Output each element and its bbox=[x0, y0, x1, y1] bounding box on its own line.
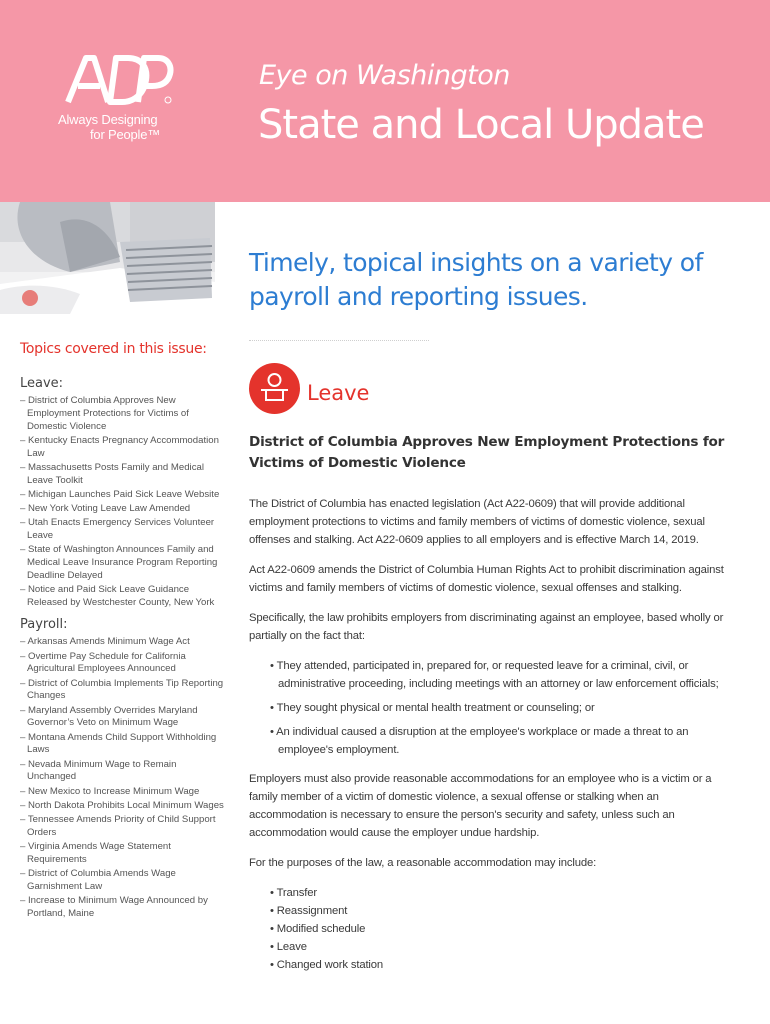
topic-item: – Utah Enacts Emergency Services Volunteer Leave bbox=[20, 517, 215, 541]
list-item: • Modified schedule bbox=[270, 923, 366, 935]
office-photo-image bbox=[0, 202, 215, 314]
logo-tagline-line2: for People™ bbox=[90, 127, 161, 142]
list-item: • Changed work station bbox=[270, 959, 384, 971]
topic-item: – Maryland Assembly Overrides Maryland Governor’s Veto on Minimum Wage bbox=[20, 704, 198, 729]
topic-item: – New York Voting Leave Law Amended bbox=[20, 502, 191, 514]
list-item: • Transfer bbox=[270, 887, 318, 899]
topic-item: – New Mexico to Increase Minimum Wage bbox=[20, 785, 200, 797]
article-paragraph: The District of Columbia has enacted legislation (Act A22-0609) that will provide additional employment protections to victims and family members of victims of domestic violence, sexual offenses and stalking. Act A22-0609 applies to all employers and is effective March 14, 2019. bbox=[249, 498, 705, 546]
topics-list bbox=[20, 636, 225, 920]
topics-list bbox=[20, 395, 225, 609]
topic-item: – Tennessee Amends Priority of Child Support Orders bbox=[20, 813, 216, 838]
logo-tagline bbox=[56, 112, 186, 142]
list-item: • They attended, participated in, prepared for, or requested leave for a criminal, civil, or administrative proceeding, including meetings with an attorney or law enforcement officials; bbox=[270, 660, 719, 690]
article-title: District of Columbia Approves New Employment Protections for Victims of Domestic Violence bbox=[249, 434, 725, 471]
adp-logo-mark bbox=[64, 52, 174, 106]
logo-tagline-line1: Always Designing bbox=[58, 112, 158, 127]
topic-item: – North Dakota Prohibits Local Minimum Wages bbox=[20, 799, 224, 811]
topic-item: – Kentucky Enacts Pregnancy Accommodation Law bbox=[20, 434, 219, 459]
topics-section-payroll bbox=[20, 617, 225, 920]
article bbox=[249, 432, 739, 985]
topic-item: – Increase to Minimum Wage Announced by Portland, Maine bbox=[20, 894, 208, 919]
list-item: • Reassignment bbox=[270, 905, 348, 917]
article-paragraph: Employers must also provide reasonable accommodations for an employee who is a victim or a family member of a victim of domestic violence, a sexual offense or stalking when an accommodation is necessary to ensure the person's security and safety, unless such an accommodation would cause the employer undue hardship. bbox=[249, 773, 712, 839]
list-item: • An individual caused a disruption at the employee's workplace or made a threat to an employee's employment. bbox=[270, 726, 689, 756]
section-label: Leave bbox=[307, 381, 370, 405]
list-item: • Leave bbox=[270, 941, 307, 953]
topic-item: – Montana Amends Child Support Withholding Laws bbox=[20, 731, 217, 756]
page-subtitle: Timely, topical insights on a variety of payroll and reporting issues. bbox=[249, 248, 703, 311]
divider bbox=[249, 340, 429, 341]
page-title: State and Local Update bbox=[258, 102, 704, 148]
topics-section-leave bbox=[20, 376, 225, 609]
article-paragraph: Act A22-0609 amends the District of Columbia Human Rights Act to prohibit discrimination against victims and family members of victims of domestic violence, sexual offenses and stalking. bbox=[249, 564, 724, 594]
topic-item: – State of Washington Announces Family and Medical Leave Insurance Program Reporting Deadline Delayed bbox=[20, 544, 218, 581]
topic-item: – Notice and Paid Sick Leave Guidance Released by Westchester County, New York bbox=[20, 583, 215, 608]
topics-section-title: Leave: bbox=[20, 376, 64, 391]
article-paragraph: For the purposes of the law, a reasonable accommodation may include: bbox=[249, 857, 597, 869]
topic-item: – Virginia Amends Wage Statement Requirements bbox=[20, 840, 171, 865]
office-photo bbox=[0, 202, 215, 314]
article-paragraph: Specifically, the law prohibits employers from discriminating against an employee, based wholly or partially on the fact that: bbox=[249, 612, 724, 642]
adp-logo bbox=[56, 52, 186, 152]
topic-item: – District of Columbia Amends Wage Garnishment Law bbox=[20, 867, 176, 892]
article-bullet-list bbox=[249, 657, 739, 759]
topic-item: – Arkansas Amends Minimum Wage Act bbox=[20, 636, 190, 648]
list-item: • They sought physical or mental health treatment or counseling; or bbox=[270, 702, 595, 714]
header-banner bbox=[0, 0, 770, 202]
accommodation-list bbox=[249, 884, 739, 974]
topics-sidebar bbox=[20, 341, 225, 929]
topic-item: – Massachusetts Posts Family and Medical Leave Toolkit bbox=[20, 461, 204, 486]
topic-item: – Nevada Minimum Wage to Remain Unchanged bbox=[20, 758, 177, 783]
topic-item: – District of Columbia Approves New Employment Protections for Victims of Domestic Violence bbox=[20, 395, 189, 432]
topics-heading: Topics covered in this issue: bbox=[20, 341, 207, 357]
topic-item: – District of Columbia Implements Tip Reporting Changes bbox=[20, 677, 224, 702]
publication-kicker: Eye on Washington bbox=[259, 60, 510, 91]
topics-section-title: Payroll: bbox=[20, 617, 68, 633]
topic-item: – Overtime Pay Schedule for California Agricultural Employees Announced bbox=[20, 650, 186, 675]
topic-item: – Michigan Launches Paid Sick Leave Website bbox=[20, 488, 220, 500]
person-icon bbox=[249, 363, 300, 414]
